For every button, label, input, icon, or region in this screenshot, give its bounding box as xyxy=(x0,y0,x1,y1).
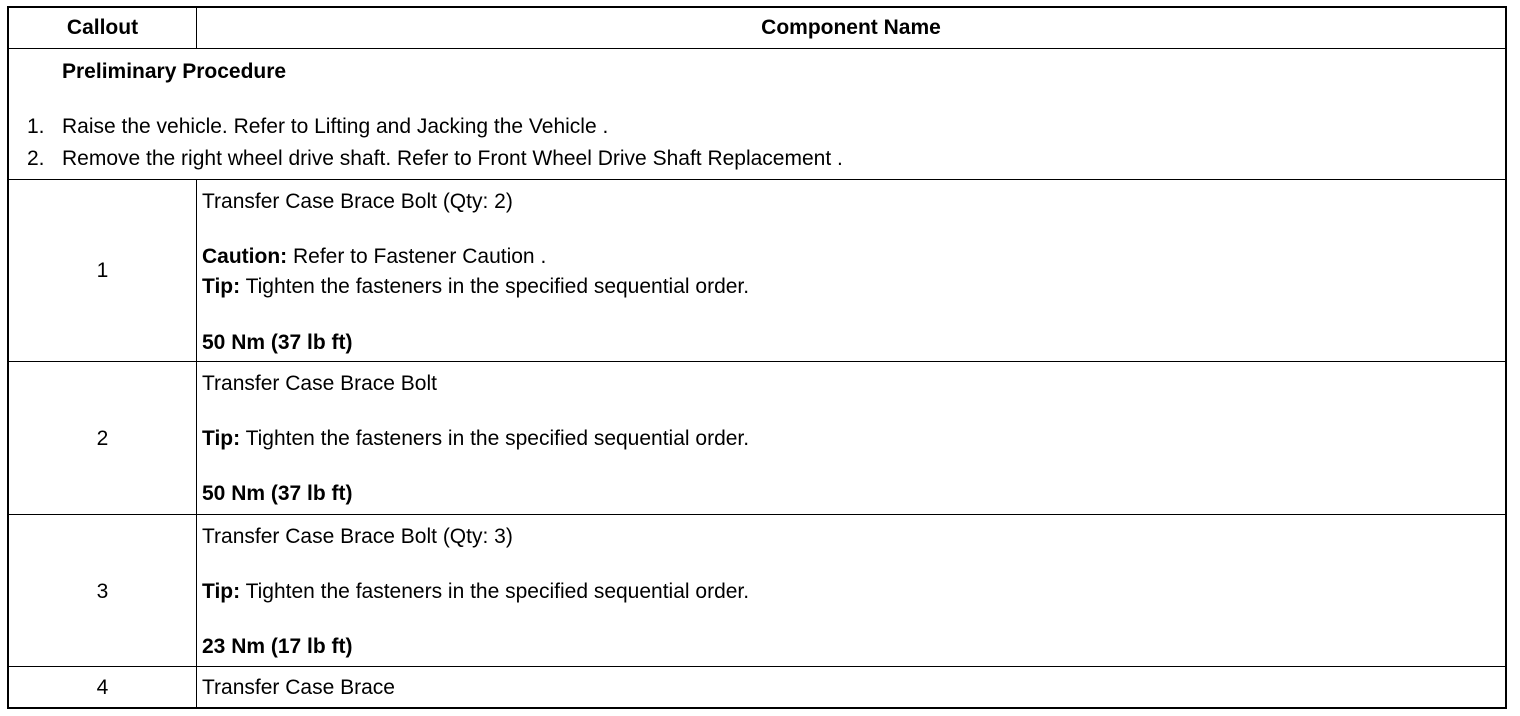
preliminary-title: Preliminary Procedure xyxy=(62,60,287,83)
step-text: Raise the vehicle. Refer to Lifting and Jacking the Vehicle . xyxy=(62,115,609,138)
step-number: 1. xyxy=(27,115,45,138)
tip-label: Tip: xyxy=(202,427,241,450)
component-name: Transfer Case Brace Bolt (Qty: 2) xyxy=(202,190,513,213)
callout-number: 4 xyxy=(96,676,109,699)
tip-label: Tip: xyxy=(202,580,241,603)
column-divider xyxy=(196,666,197,709)
tip-note xyxy=(202,275,749,299)
header-divider xyxy=(196,8,197,48)
table-row xyxy=(9,667,1505,709)
tip-text: Tighten the fasteners in the specified sequential order. xyxy=(240,427,750,450)
tip-label: Tip: xyxy=(202,275,241,298)
step-text: Remove the right wheel drive shaft. Refer to Front Wheel Drive Shaft Replacement . xyxy=(62,147,843,170)
callout-number: 2 xyxy=(96,427,109,450)
tip-note xyxy=(202,427,749,451)
tip-text: Tighten the fasteners in the specified sequential order. xyxy=(240,275,750,298)
procedure-table xyxy=(7,6,1507,709)
component-name: Transfer Case Brace xyxy=(202,676,395,699)
tip-note xyxy=(202,580,749,604)
column-divider xyxy=(196,179,197,361)
torque-spec: 23 Nm (17 lb ft) xyxy=(202,635,353,658)
callout-number: 1 xyxy=(96,259,109,282)
tip-text: Tighten the fasteners in the specified sequential order. xyxy=(240,580,750,603)
column-divider xyxy=(196,361,197,514)
caution-text: Refer to Fastener Caution . xyxy=(287,245,547,268)
table-row xyxy=(9,362,1505,514)
table-row xyxy=(9,180,1505,361)
header-component-name: Component Name xyxy=(761,16,941,39)
callout-number: 3 xyxy=(96,580,109,603)
step-number: 2. xyxy=(27,147,45,170)
caution-label: Caution: xyxy=(202,245,288,268)
table-row xyxy=(9,515,1505,666)
row-divider xyxy=(9,48,1505,49)
torque-spec: 50 Nm (37 lb ft) xyxy=(202,331,353,354)
component-name: Transfer Case Brace Bolt (Qty: 3) xyxy=(202,525,513,548)
component-name: Transfer Case Brace Bolt xyxy=(202,372,437,395)
header-callout: Callout xyxy=(66,16,139,39)
torque-spec: 50 Nm (37 lb ft) xyxy=(202,482,353,505)
column-divider xyxy=(196,514,197,666)
caution-note xyxy=(202,245,546,269)
